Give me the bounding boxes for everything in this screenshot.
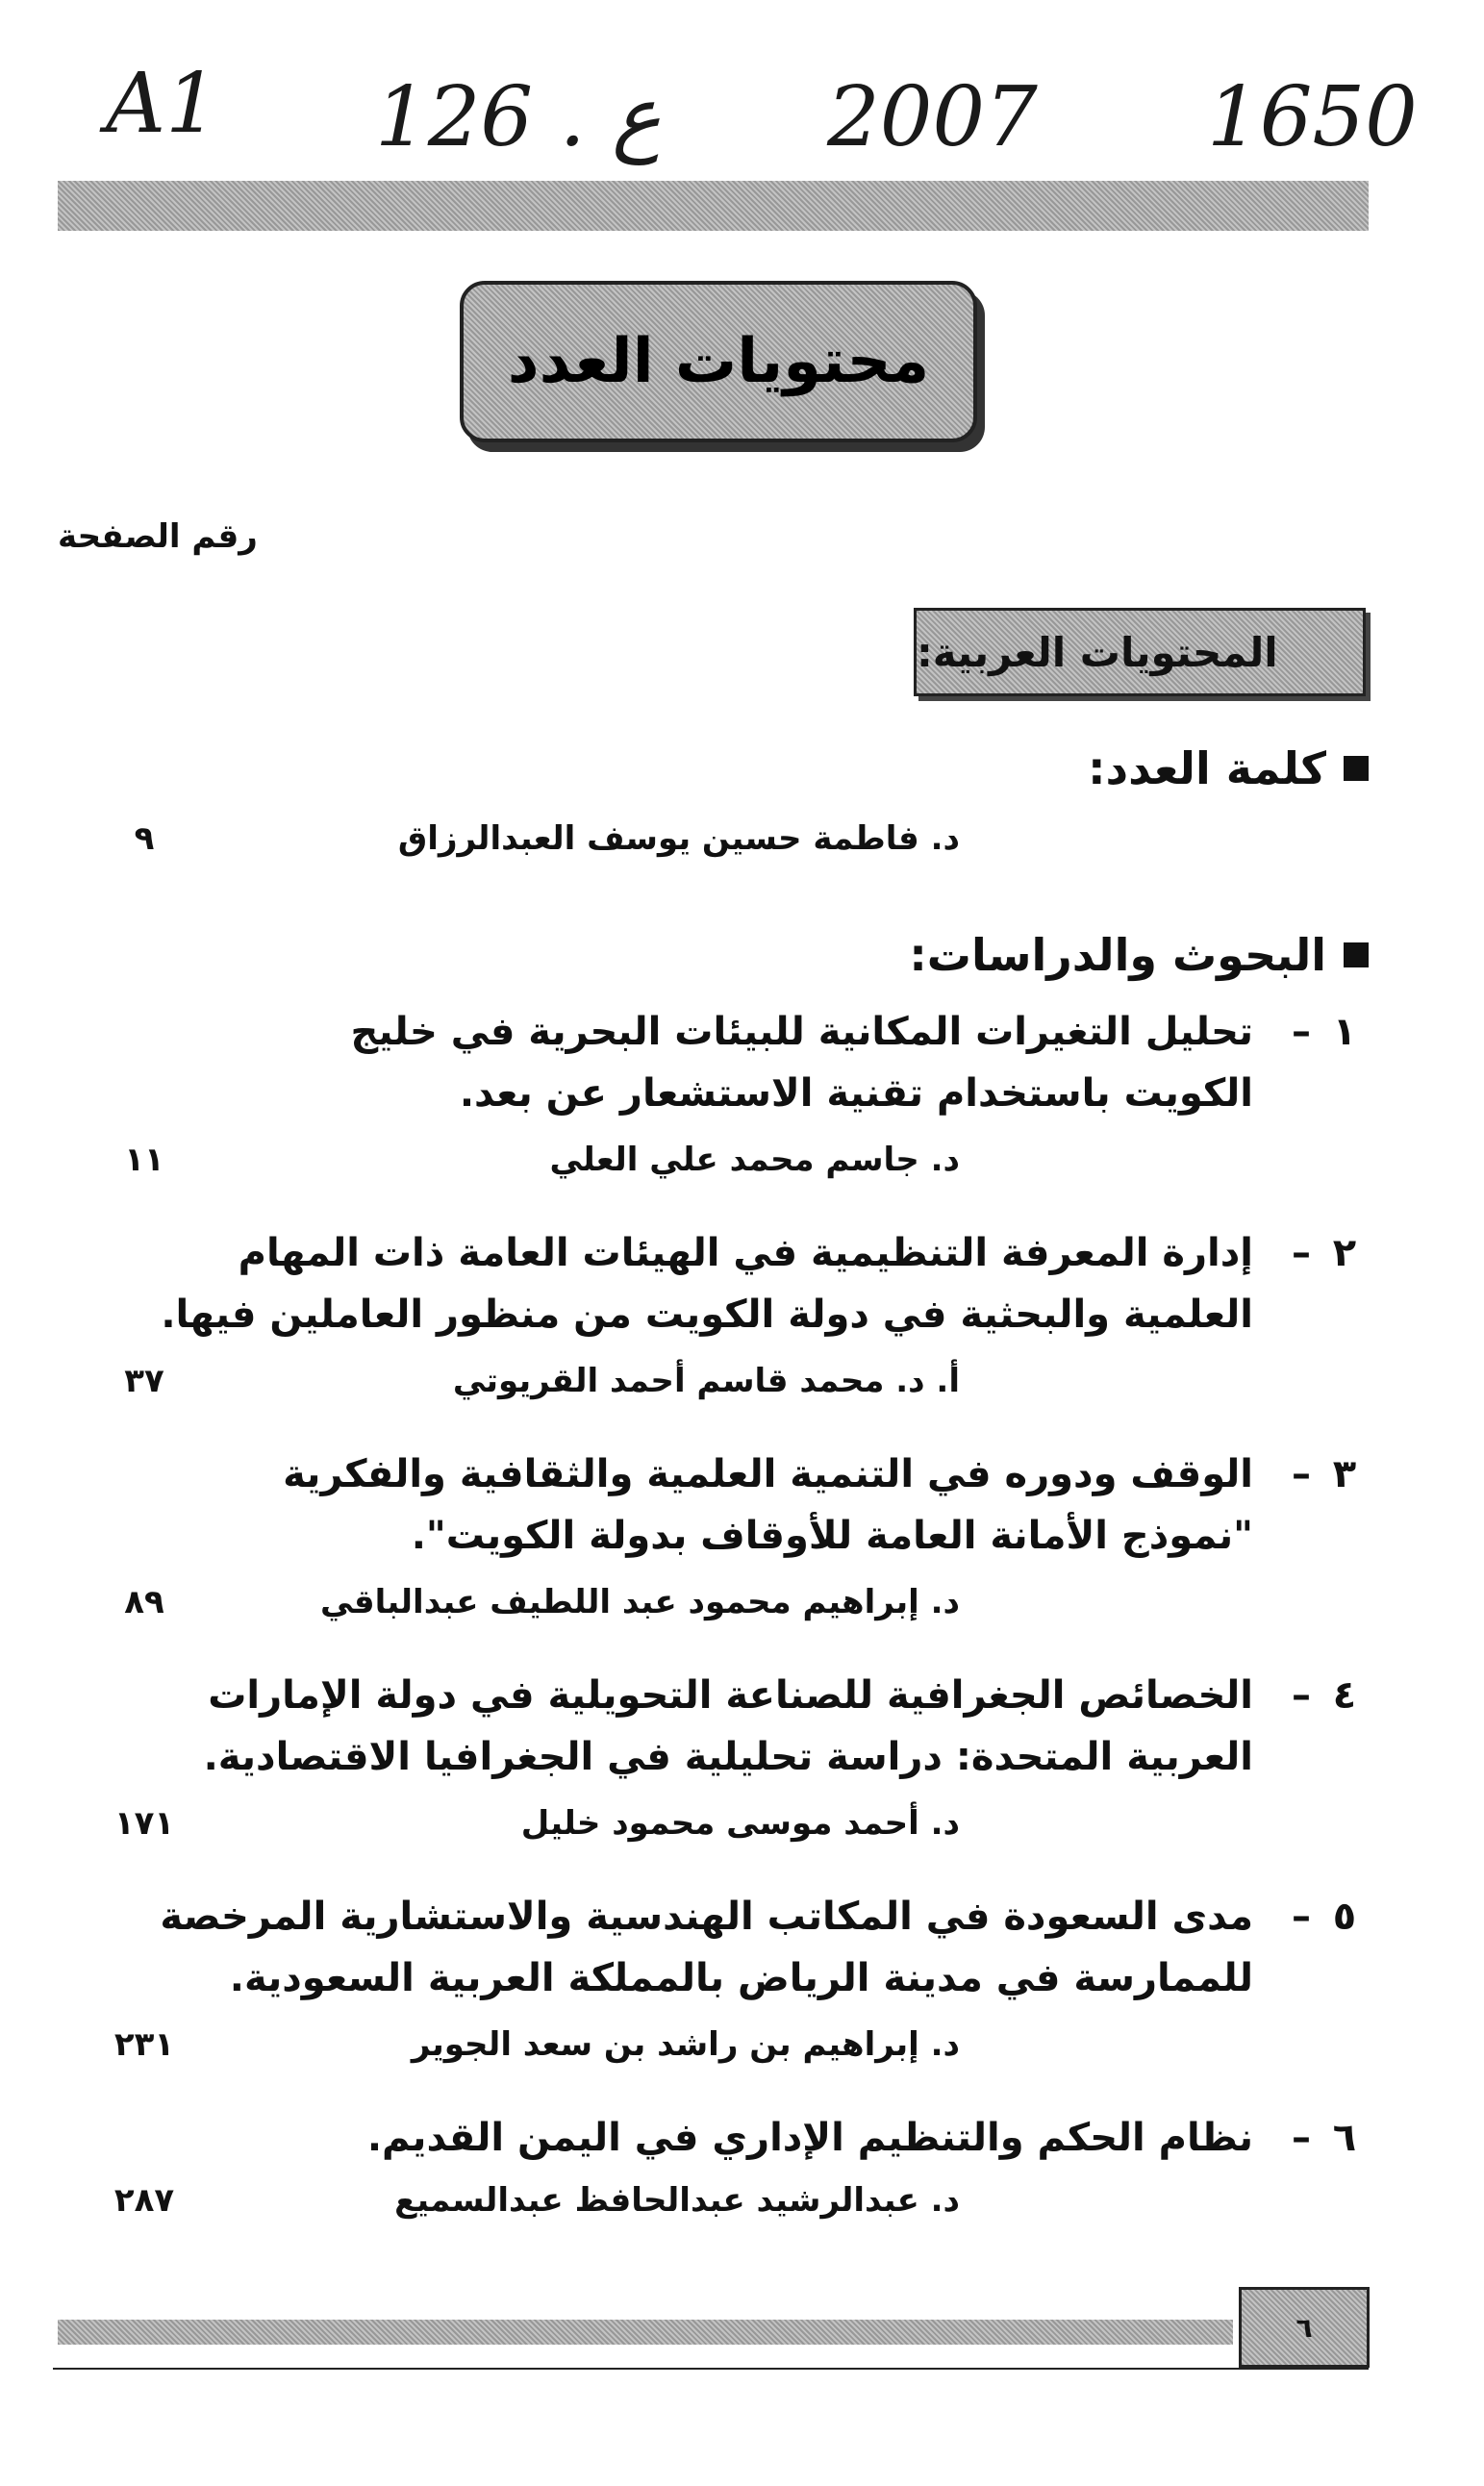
toc-entry-author [58, 2181, 1369, 2245]
toc-entry [58, 1010, 1369, 1073]
bullet-square-icon [1344, 756, 1369, 781]
entry-dash: – [1292, 2116, 1311, 2160]
entry-dash: – [1292, 1895, 1311, 1939]
entry-dash: – [1292, 1673, 1311, 1718]
research-heading-text: البحوث والدراسات: [909, 929, 1326, 981]
entry-number: ١ [1332, 1010, 1357, 1054]
toc-entry-line2 [58, 1735, 1369, 1798]
editorial-heading-text: كلمة العدد: [1088, 742, 1326, 794]
bullet-square-icon [1344, 942, 1369, 967]
entry-dash: – [1292, 1452, 1311, 1496]
toc-entry-author [58, 1362, 1369, 1425]
entry-author: د. جاسم محمد علي العلي [549, 1141, 960, 1179]
toc-entry [58, 1895, 1369, 1958]
footer-rule [53, 2368, 1369, 2370]
section-label-arabic-contents: المحتويات العربية: [914, 608, 1366, 696]
entry-dash: – [1292, 1010, 1311, 1054]
toc-entry-line2 [58, 1514, 1369, 1577]
entry-number: ٢ [1332, 1231, 1357, 1275]
entry-page: ٣٧ [124, 1362, 164, 1400]
entry-page: ١٧١ [113, 1804, 175, 1843]
toc-entry [58, 2116, 1369, 2179]
page-title: محتويات العدد [460, 281, 977, 442]
footer-bar [58, 2320, 1233, 2345]
toc-entry-author [58, 1583, 1369, 1646]
toc-entry-author [58, 1141, 1369, 1204]
toc-entry-line2 [58, 1293, 1369, 1356]
toc-entry [58, 1452, 1369, 1516]
entry-title-line2: العلمية والبحثية في دولة الكويت من منظور العاملين فيها. [161, 1293, 1253, 1337]
entry-title-line1: مدى السعودة في المكاتب الهندسية والاستشارية المرخصة [160, 1895, 1253, 1939]
entry-page: ٢٣١ [113, 2025, 175, 2064]
entry-page: ٢٨٧ [113, 2181, 175, 2220]
handwritten-ref-number: 126 . ع [375, 69, 662, 165]
entry-author: د. أحمد موسى محمود خليل [520, 1804, 960, 1843]
entry-page: ٨٩ [124, 1583, 164, 1621]
entry-author: د. عبدالرشيد عبدالحافظ عبدالسميع [394, 2181, 960, 2220]
footer-page-number: ٦ [1239, 2287, 1370, 2368]
entry-title-line1: نظام الحكم والتنظيم الإداري في اليمن القديم. [366, 2116, 1253, 2160]
entry-title-line1: الخصائص الجغرافية للصناعة التحويلية في دولة الإمارات [208, 1673, 1253, 1718]
entry-title-line2: الكويت باستخدام تقنية الاستشعار عن بعد. [459, 1071, 1253, 1116]
header-bar [58, 181, 1369, 231]
entry-author: د. إبراهيم بن راشد بن سعد الجوير [411, 2025, 960, 2064]
handwritten-ref-code: 1650 [1207, 69, 1418, 165]
editorial-author: د. فاطمة حسين يوسف العبدالرزاق [397, 819, 960, 858]
entry-number: ٣ [1332, 1452, 1357, 1496]
toc-entry-line2 [58, 1071, 1369, 1135]
editorial-entry [58, 819, 1369, 883]
entry-title-line1: إدارة المعرفة التنظيمية في الهيئات العامة ذات المهام [238, 1231, 1253, 1275]
entry-number: ٥ [1332, 1895, 1357, 1939]
entry-title-line1: الوقف ودوره في التنمية العلمية والثقافية والفكرية [283, 1452, 1253, 1496]
entry-author: أ. د. محمد قاسم أحمد القريوتي [452, 1362, 960, 1400]
entry-author: د. إبراهيم محمود عبد اللطيف عبدالباقي [319, 1583, 960, 1621]
toc-entry [58, 1673, 1369, 1737]
editorial-heading [1088, 742, 1369, 794]
entry-number: ٦ [1332, 2116, 1357, 2160]
entry-title-line2: العربية المتحدة: دراسة تحليلية في الجغرافيا الاقتصادية. [203, 1735, 1253, 1779]
entry-number: ٤ [1332, 1673, 1357, 1718]
handwritten-ref-year: 2007 [827, 69, 1038, 165]
toc-entry-author [58, 2025, 1369, 2089]
entry-title-line2: للممارسة في مدينة الرياض بالمملكة العربية السعودية. [229, 1956, 1253, 2000]
entry-dash: – [1292, 1231, 1311, 1275]
entry-title-line1: تحليل التغيرات المكانية للبيئات البحرية في خليج [350, 1010, 1253, 1054]
toc-entry-line2 [58, 1956, 1369, 2020]
toc-entry-author [58, 1804, 1369, 1868]
toc-entry [58, 1231, 1369, 1294]
entry-title-line2: "نموذج الأمانة العامة للأوقاف بدولة الكويت". [411, 1514, 1253, 1558]
entry-page: ١١ [124, 1141, 164, 1179]
page-number-column-label: رقم الصفحة [58, 517, 258, 556]
handwritten-ref-a1: A1 [106, 56, 218, 152]
research-heading [909, 929, 1369, 981]
editorial-page: ٩ [134, 819, 155, 858]
